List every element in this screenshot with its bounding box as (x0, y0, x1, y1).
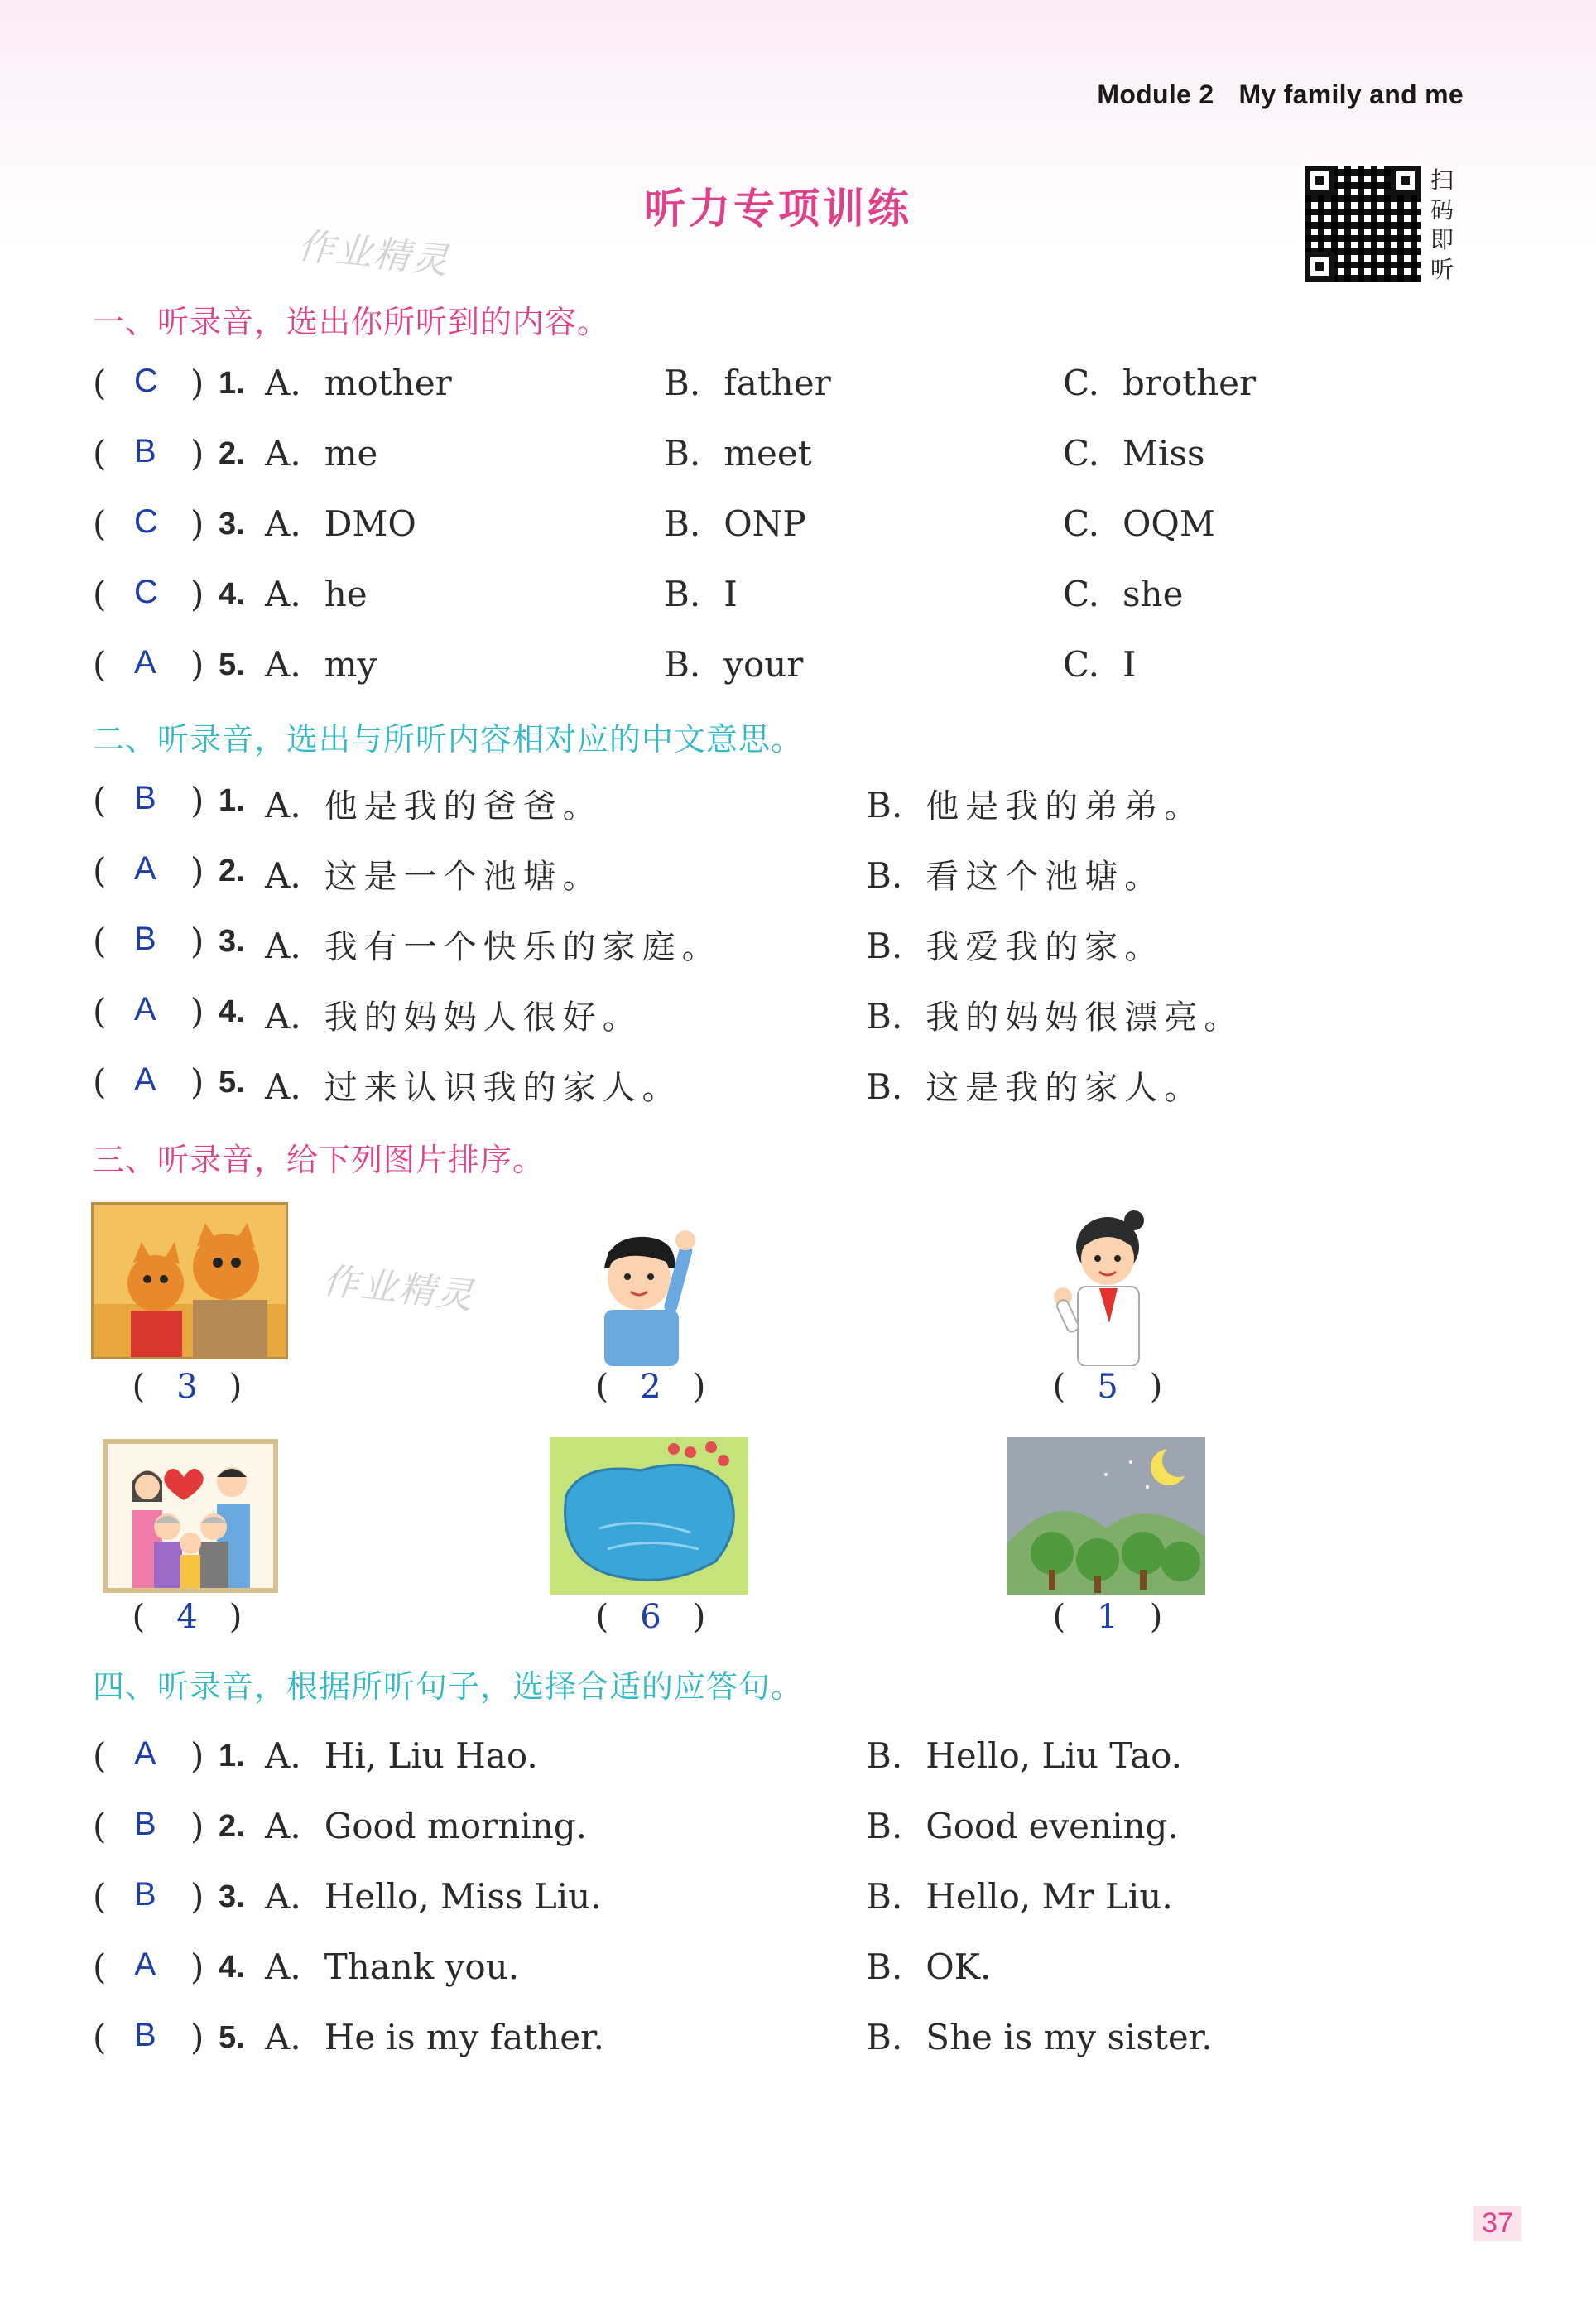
option-a: A. 过来认识我的家人。 (265, 1066, 682, 1107)
answer-letter: A (134, 991, 156, 1027)
picture-2-answer: ( 2 ) (595, 1368, 706, 1406)
option-a: A. me (265, 433, 378, 474)
option-a: A. Good morning. (265, 1806, 588, 1846)
option-a: A. 我的妈妈人很好。 (265, 996, 642, 1037)
question-number: 1. (219, 783, 245, 818)
question-number: 3. (219, 507, 245, 541)
option-b: B. Good evening. (866, 1806, 1179, 1846)
night-hills-picture (1007, 1437, 1205, 1595)
picture-4-answer: ( 4 ) (132, 1598, 243, 1636)
option-c: C. brother (1063, 363, 1257, 403)
answer-letter: A (134, 1946, 156, 1983)
answer-letter: B (134, 921, 156, 957)
option-b: B. Hello, Liu Tao. (866, 1735, 1182, 1776)
waving-girl-picture (1041, 1207, 1166, 1366)
question-number: 5. (219, 647, 245, 682)
qr-scan-label: 扫 码 即 听 (1430, 166, 1454, 283)
question-number: 1. (219, 366, 245, 401)
option-a: A. DMO (265, 503, 416, 544)
section-3-title: 三、听录音，给下列图片排序。 (93, 1142, 546, 1178)
picture-5-answer: ( 6 ) (595, 1598, 706, 1636)
picture-1-answer: ( 3 ) (132, 1368, 243, 1406)
watermark: 作业精灵 (320, 1259, 477, 1318)
picture-3-answer: ( 5 ) (1052, 1368, 1163, 1406)
cats-family-picture (91, 1202, 288, 1359)
page-number: 37 (1473, 2206, 1521, 2241)
option-a: A. Thank you. (265, 1946, 520, 1987)
answer-letter: C (134, 574, 158, 610)
option-b: B. father (664, 363, 831, 403)
option-a: A. He is my father. (265, 2017, 604, 2057)
option-b: B. 我的妈妈很漂亮。 (866, 996, 1244, 1037)
question-number: 4. (219, 994, 245, 1029)
option-b: B. 我爱我的家。 (866, 926, 1165, 966)
answer-letter: B (134, 2017, 156, 2053)
module-topic: My family and me (1238, 79, 1464, 109)
option-a: A. 这是一个池塘。 (265, 855, 603, 896)
answer-letter: C (134, 363, 158, 399)
answer-letter: B (134, 780, 156, 816)
question-number: 3. (219, 1879, 245, 1914)
option-b: B. ONP (664, 503, 806, 544)
answer-letter: C (134, 503, 158, 540)
option-b: B. OK. (866, 1946, 992, 1987)
answer-letter: B (134, 1876, 156, 1913)
section-1-title: 一、听录音，选出你所听到的内容。 (93, 304, 610, 340)
question-number: 3. (219, 924, 245, 959)
qr-code-icon[interactable] (1301, 162, 1424, 285)
question-number: 4. (219, 577, 245, 612)
option-a: A. Hello, Miss Liu. (265, 1876, 602, 1917)
option-c: C. she (1063, 574, 1184, 614)
module-header (1097, 79, 1464, 110)
answer-letter: A (134, 850, 156, 887)
question-number: 1. (219, 1739, 245, 1773)
watermark: 作业精灵 (296, 224, 452, 283)
option-b: B. your (664, 644, 804, 685)
question-number: 2. (219, 1809, 245, 1844)
option-a: A. Hi, Liu Hao. (265, 1735, 538, 1776)
question-number: 2. (219, 854, 245, 888)
option-b: B. I (664, 574, 738, 614)
picture-6-answer: ( 1 ) (1052, 1598, 1163, 1636)
question-number: 5. (219, 2020, 245, 2055)
answer-letter: B (134, 433, 156, 469)
waving-boy-picture (579, 1227, 704, 1366)
option-b: B. 看这个池塘。 (866, 855, 1165, 896)
family-photo-picture (103, 1439, 278, 1593)
option-b: B. Hello, Mr Liu. (866, 1876, 1173, 1917)
answer-letter: A (134, 1061, 156, 1098)
option-a: A. he (265, 574, 368, 614)
option-a: A. 我有一个快乐的家庭。 (265, 926, 722, 966)
pond-picture (550, 1437, 748, 1595)
section-4-title: 四、听录音，根据所听句子，选择合适的应答句。 (93, 1668, 804, 1705)
answer-letter: B (134, 1806, 156, 1842)
page-title: 听力专项训练 (644, 185, 912, 233)
option-b: B. She is my sister. (866, 2017, 1213, 2057)
option-c: C. I (1063, 644, 1137, 685)
section-2-title: 二、听录音，选出与所听内容相对应的中文意思。 (93, 721, 804, 758)
option-b: B. 这是我的家人。 (866, 1066, 1204, 1107)
question-number: 2. (219, 436, 245, 471)
option-b: B. 他是我的弟弟。 (866, 785, 1204, 825)
option-c: C. Miss (1063, 433, 1205, 474)
option-a: A. 他是我的爸爸。 (265, 785, 603, 825)
option-a: A. my (265, 644, 377, 685)
option-a: A. mother (265, 363, 452, 403)
answer-letter: A (134, 644, 156, 681)
option-c: C. OQM (1063, 503, 1215, 544)
answer-letter: A (134, 1735, 156, 1772)
module-label: Module 2 (1097, 79, 1214, 109)
question-number: 4. (219, 1950, 245, 1985)
option-b: B. meet (664, 433, 812, 474)
question-number: 5. (219, 1065, 245, 1100)
